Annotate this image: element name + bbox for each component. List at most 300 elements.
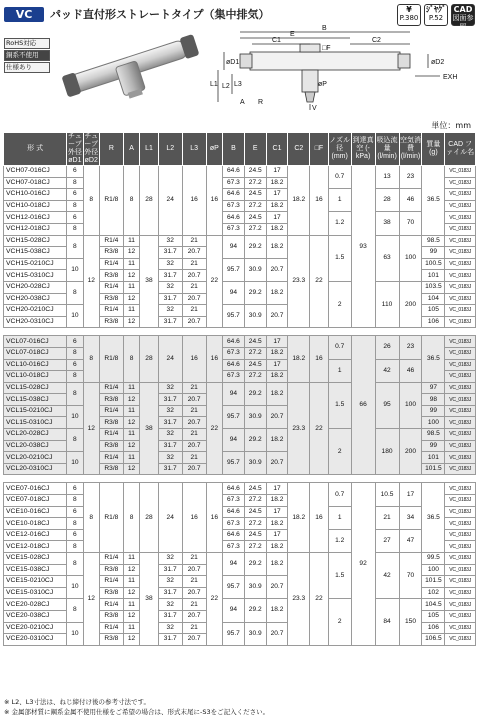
column-header: チューブ外径 øD2 bbox=[84, 133, 99, 164]
dim-a: 11 bbox=[123, 599, 139, 611]
dim-e: 27.2 bbox=[244, 347, 266, 359]
dim-l2: 31.7 bbox=[158, 564, 182, 576]
mass: 101 bbox=[422, 270, 445, 282]
dim-b: 67.3 bbox=[223, 200, 245, 212]
dim-l2: 32 bbox=[158, 452, 182, 464]
cad-file: VC_0183J bbox=[445, 634, 476, 646]
dim-l3: L3 bbox=[234, 81, 242, 88]
model-code: VCL20-0310CJ bbox=[4, 463, 67, 475]
price-icon-page: P.380 bbox=[399, 14, 419, 22]
nozzle-dia: 1 bbox=[328, 189, 351, 212]
column-header: øP bbox=[206, 133, 222, 166]
model-code: VCE12-016CJ bbox=[4, 529, 67, 541]
model-code: VCL15-0310CJ bbox=[4, 417, 67, 429]
model-code: VCH10-016CJ bbox=[4, 189, 67, 201]
mass: 101.5 bbox=[422, 576, 445, 588]
dim-l2: 31.7 bbox=[158, 587, 182, 599]
dim-e: 27.2 bbox=[244, 177, 266, 189]
cad-file: VC_0183J bbox=[445, 200, 476, 212]
air-consumption: 70 bbox=[399, 553, 422, 599]
cad-file: VC_0183J bbox=[445, 463, 476, 475]
dim-f: 22 bbox=[310, 235, 329, 328]
dim-c2: 23.3 bbox=[288, 235, 310, 328]
table-header bbox=[4, 133, 476, 166]
dim-l2: 32 bbox=[158, 258, 182, 270]
cad-file: VC_0183J bbox=[445, 576, 476, 588]
port-r: R3/8 bbox=[99, 394, 123, 406]
suction-flow: 21 bbox=[375, 506, 399, 529]
dim-c2: 18.2 bbox=[288, 483, 310, 553]
nozzle-dia: 2 bbox=[328, 281, 351, 327]
cad-icon-sub: 図面参照 bbox=[452, 14, 474, 31]
dim-l3: 16 bbox=[182, 483, 206, 553]
dim-l2: 31.7 bbox=[158, 293, 182, 305]
dim-e: 29.2 bbox=[244, 599, 266, 622]
table-row bbox=[4, 166, 476, 178]
port-r: R3/8 bbox=[99, 463, 123, 475]
tube-d1: 10 bbox=[67, 452, 83, 475]
tube-d1: 8 bbox=[67, 382, 83, 405]
suction-flow: 63 bbox=[375, 235, 399, 281]
mass: 97 bbox=[422, 382, 445, 394]
suction-flow: 10.5 bbox=[375, 483, 399, 506]
column-header: L3 bbox=[182, 133, 206, 166]
cad-file: VC_0183J bbox=[445, 541, 476, 553]
dim-l2: 32 bbox=[158, 281, 182, 293]
dim-b: 64.6 bbox=[223, 483, 245, 495]
port-r: R3/8 bbox=[99, 293, 123, 305]
tube-d1: 6 bbox=[67, 212, 83, 224]
dim-b: 94 bbox=[223, 382, 245, 405]
mass: 101.5 bbox=[422, 463, 445, 475]
model-code: VCL10-016CJ bbox=[4, 359, 67, 371]
dim-e: 27.2 bbox=[244, 200, 266, 212]
model-code: VCL15-038CJ bbox=[4, 394, 67, 406]
cad-file: VC_0183J bbox=[445, 553, 476, 565]
tube-d1: 10 bbox=[67, 622, 83, 645]
dim-b: 94 bbox=[223, 235, 245, 258]
tube-d1: 10 bbox=[67, 405, 83, 428]
dim-l3: 21 bbox=[182, 382, 206, 394]
dim-l3: 20.7 bbox=[182, 634, 206, 646]
dim-c1: 17 bbox=[266, 483, 288, 495]
dim-l3: 20.7 bbox=[182, 417, 206, 429]
model-code: VCL07-016CJ bbox=[4, 336, 67, 348]
dim-b: 95.7 bbox=[223, 452, 245, 475]
cad-file: VC_0183J bbox=[445, 371, 476, 383]
nozzle-dia: 0.7 bbox=[328, 336, 351, 359]
tube-d1: 8 bbox=[67, 495, 83, 507]
tube-d1: 8 bbox=[67, 177, 83, 189]
table-row bbox=[4, 429, 476, 441]
model-code: VCH12-016CJ bbox=[4, 212, 67, 224]
model-code: VCE12-018CJ bbox=[4, 541, 67, 553]
model-code: VCL20-028CJ bbox=[4, 429, 67, 441]
dim-a: 12 bbox=[123, 634, 139, 646]
table-row bbox=[4, 189, 476, 201]
tube-d1: 8 bbox=[67, 518, 83, 530]
dim-c1: 18.2 bbox=[266, 223, 288, 235]
dim-a: 8 bbox=[123, 166, 139, 236]
dim-c1: 20.7 bbox=[266, 576, 288, 599]
model-code: VCE10-018CJ bbox=[4, 518, 67, 530]
nozzle-dia: 0.7 bbox=[328, 483, 351, 506]
dim-c1: 18.2 bbox=[266, 281, 288, 304]
tube-d1: 8 bbox=[67, 429, 83, 452]
dim-l3: 20.7 bbox=[182, 247, 206, 259]
mass: 36.5 bbox=[422, 166, 445, 236]
model-code: VCH10-018CJ bbox=[4, 200, 67, 212]
port-r: R1/4 bbox=[99, 305, 123, 317]
mass: 102 bbox=[422, 587, 445, 599]
dim-l2: 31.7 bbox=[158, 270, 182, 282]
dim-a: 11 bbox=[123, 235, 139, 247]
dim-a: 12 bbox=[123, 417, 139, 429]
dim-l2: 32 bbox=[158, 235, 182, 247]
mass: 104.5 bbox=[422, 599, 445, 611]
column-header: □F bbox=[310, 133, 329, 166]
dim-e: 27.2 bbox=[244, 541, 266, 553]
model-code: VCL20-0210CJ bbox=[4, 452, 67, 464]
header-icons bbox=[397, 4, 475, 31]
dim-a: 11 bbox=[123, 382, 139, 394]
dim-e: 27.2 bbox=[244, 223, 266, 235]
model-code: VCE10-016CJ bbox=[4, 506, 67, 518]
suction-flow: 42 bbox=[375, 553, 399, 599]
dim-c1: 18.2 bbox=[266, 235, 288, 258]
dim-l2: 31.7 bbox=[158, 417, 182, 429]
dim-a: 12 bbox=[123, 610, 139, 622]
port-r: R3/8 bbox=[99, 270, 123, 282]
tube-d1: 8 bbox=[67, 347, 83, 359]
dim-c2: C2 bbox=[372, 37, 381, 44]
cad-file: VC_0183J bbox=[445, 189, 476, 201]
jig-icon-label: ｼﾞﾔｸﾞ bbox=[426, 5, 446, 14]
model-code: VCL15-0210CJ bbox=[4, 405, 67, 417]
dim-l2: 31.7 bbox=[158, 316, 182, 328]
dim-b: 67.3 bbox=[223, 371, 245, 383]
dim-l3: 20.7 bbox=[182, 394, 206, 406]
dim-a: 12 bbox=[123, 564, 139, 576]
port-r: R1/4 bbox=[99, 405, 123, 417]
dim-l2: 32 bbox=[158, 576, 182, 588]
model-code: VCL15-028CJ bbox=[4, 382, 67, 394]
dim-f: □F bbox=[322, 45, 331, 52]
air-consumption: 17 bbox=[399, 483, 422, 506]
dim-c1: 17 bbox=[266, 166, 288, 178]
mass: 106 bbox=[422, 316, 445, 328]
air-consumption: 34 bbox=[399, 506, 422, 529]
cad-file: VC_0183J bbox=[445, 223, 476, 235]
port-r: R1/4 bbox=[99, 452, 123, 464]
nozzle-dia: 2 bbox=[328, 429, 351, 475]
dim-c1: 18.2 bbox=[266, 518, 288, 530]
tube-d2: 12 bbox=[83, 382, 99, 475]
model-code: VCL20-038CJ bbox=[4, 440, 67, 452]
mass: 99 bbox=[422, 247, 445, 259]
copper-free-tag: 銅系不使用 bbox=[4, 50, 50, 61]
dim-b: 94 bbox=[223, 429, 245, 452]
dim-a: 11 bbox=[123, 452, 139, 464]
dim-c1: 18.2 bbox=[266, 382, 288, 405]
cad-file: VC_0183J bbox=[445, 270, 476, 282]
dim-f: 16 bbox=[310, 336, 329, 382]
dim-a: 11 bbox=[123, 281, 139, 293]
dim-l3: 21 bbox=[182, 622, 206, 634]
dim-a: 11 bbox=[123, 429, 139, 441]
dim-c1: 17 bbox=[266, 336, 288, 348]
column-header: 吸込流量 (l/min) bbox=[375, 133, 399, 166]
mass: 106.5 bbox=[422, 634, 445, 646]
dim-a: 12 bbox=[123, 463, 139, 475]
port-r: R1/8 bbox=[99, 166, 123, 236]
dim-e: 24.5 bbox=[244, 529, 266, 541]
column-header: E bbox=[244, 133, 266, 166]
mass: 36.5 bbox=[422, 336, 445, 382]
dim-l1: 28 bbox=[140, 483, 159, 553]
cad-file: VC_0183J bbox=[445, 212, 476, 224]
model-code: VCH15-028CJ bbox=[4, 235, 67, 247]
port-r: R3/8 bbox=[99, 247, 123, 259]
dim-l2: 32 bbox=[158, 429, 182, 441]
air-consumption: 70 bbox=[399, 212, 422, 235]
dim-a: 12 bbox=[123, 440, 139, 452]
port-r: R3/8 bbox=[99, 564, 123, 576]
tube-d1: 8 bbox=[67, 553, 83, 576]
vacuum-level: 66 bbox=[351, 336, 375, 475]
port-r: R3/8 bbox=[99, 440, 123, 452]
tube-d1: 6 bbox=[67, 529, 83, 541]
dim-l2: 32 bbox=[158, 382, 182, 394]
port-r: R3/8 bbox=[99, 316, 123, 328]
mass: 100 bbox=[422, 417, 445, 429]
dim-c1: 20.7 bbox=[266, 452, 288, 475]
port-r: R1/4 bbox=[99, 281, 123, 293]
tube-d1: 6 bbox=[67, 189, 83, 201]
cad-file: VC_0183J bbox=[445, 336, 476, 348]
price-icon[interactable] bbox=[397, 4, 421, 26]
column-header: ノズル径 (mm) bbox=[328, 133, 351, 166]
table-row bbox=[4, 336, 476, 348]
dim-l2: 24 bbox=[158, 483, 182, 553]
dim-l3: 21 bbox=[182, 258, 206, 270]
dim-a: 12 bbox=[123, 270, 139, 282]
port-r: R1/8 bbox=[99, 483, 123, 553]
dim-l3: 21 bbox=[182, 452, 206, 464]
column-header: R bbox=[99, 133, 123, 166]
dim-e: 24.5 bbox=[244, 483, 266, 495]
dim-l3: 21 bbox=[182, 553, 206, 565]
column-header: C2 bbox=[288, 133, 310, 166]
mass: 36.5 bbox=[422, 483, 445, 553]
dim-l1: 38 bbox=[140, 553, 159, 646]
table-row bbox=[4, 359, 476, 371]
model-code: VCE15-038CJ bbox=[4, 564, 67, 576]
dim-b: 64.6 bbox=[223, 529, 245, 541]
jig-icon[interactable] bbox=[424, 4, 448, 26]
dim-p: 16 bbox=[206, 166, 222, 236]
mass: 100.5 bbox=[422, 258, 445, 270]
dim-l3: 21 bbox=[182, 235, 206, 247]
model-code: VCL10-018CJ bbox=[4, 371, 67, 383]
model-code: VCH20-038CJ bbox=[4, 293, 67, 305]
dim-l3: 20.7 bbox=[182, 463, 206, 475]
dim-b: 64.6 bbox=[223, 506, 245, 518]
rohs-tag: RoHS対応 bbox=[4, 38, 50, 49]
cad-file: VC_0183J bbox=[445, 305, 476, 317]
dim-e: 24.5 bbox=[244, 359, 266, 371]
dim-c1: 20.7 bbox=[266, 622, 288, 645]
dim-a: 11 bbox=[123, 405, 139, 417]
suction-flow: 27 bbox=[375, 529, 399, 552]
dim-c1: 18.2 bbox=[266, 541, 288, 553]
dim-l2: 32 bbox=[158, 553, 182, 565]
dim-a: 8 bbox=[123, 483, 139, 553]
dim-e: 29.2 bbox=[244, 382, 266, 405]
product-photo bbox=[58, 32, 208, 102]
dim-l1: 28 bbox=[140, 166, 159, 236]
dim-l3: 21 bbox=[182, 576, 206, 588]
dim-c1: 18.2 bbox=[266, 429, 288, 452]
dim-e: 24.5 bbox=[244, 212, 266, 224]
air-consumption: 100 bbox=[399, 382, 422, 428]
air-consumption: 100 bbox=[399, 235, 422, 281]
dim-b: 95.7 bbox=[223, 405, 245, 428]
dim-l3: 20.7 bbox=[182, 293, 206, 305]
dim-e: 30.9 bbox=[244, 576, 266, 599]
column-header: 空気消費 (l/min) bbox=[399, 133, 422, 166]
group-spacer bbox=[4, 475, 476, 483]
dim-b: 67.3 bbox=[223, 495, 245, 507]
mass: 105 bbox=[422, 610, 445, 622]
cad-file: VC_0183J bbox=[445, 293, 476, 305]
dim-e: 30.9 bbox=[244, 452, 266, 475]
dim-b: 95.7 bbox=[223, 622, 245, 645]
cad-file: VC_0183J bbox=[445, 506, 476, 518]
spec-table bbox=[3, 132, 476, 646]
table-row bbox=[4, 281, 476, 293]
mass: 106 bbox=[422, 622, 445, 634]
mass: 101 bbox=[422, 452, 445, 464]
port-r: R1/4 bbox=[99, 382, 123, 394]
dim-b: 94 bbox=[223, 599, 245, 622]
cad-file: VC_0183J bbox=[445, 316, 476, 328]
nozzle-dia: 1.2 bbox=[328, 212, 351, 235]
dim-c1: 17 bbox=[266, 189, 288, 201]
spacer-cell bbox=[4, 328, 476, 336]
dim-p: 22 bbox=[206, 235, 222, 328]
dim-p: 22 bbox=[206, 382, 222, 475]
dimension-drawing bbox=[210, 24, 475, 112]
air-consumption: 200 bbox=[399, 429, 422, 475]
suction-flow: 84 bbox=[375, 599, 399, 645]
dim-f: 22 bbox=[310, 382, 329, 475]
cad-file: VC_0183J bbox=[445, 281, 476, 293]
dim-e: 24.5 bbox=[244, 336, 266, 348]
tube-d1: 8 bbox=[67, 200, 83, 212]
mass: 98 bbox=[422, 394, 445, 406]
tube-d1: 10 bbox=[67, 576, 83, 599]
cad-file: VC_0183J bbox=[445, 394, 476, 406]
port-r: R1/4 bbox=[99, 553, 123, 565]
dim-l2: 32 bbox=[158, 622, 182, 634]
column-header: 形 式 bbox=[4, 133, 67, 166]
cad-icon[interactable] bbox=[451, 4, 475, 31]
dim-l3: 20.7 bbox=[182, 316, 206, 328]
dim-c1: 18.2 bbox=[266, 599, 288, 622]
dim-a: 11 bbox=[123, 305, 139, 317]
dim-c1: 20.7 bbox=[266, 305, 288, 328]
tube-d1: 8 bbox=[67, 281, 83, 304]
dim-a: 11 bbox=[123, 576, 139, 588]
model-code: VCE20-0210CJ bbox=[4, 622, 67, 634]
dim-l2: 24 bbox=[158, 336, 182, 382]
cad-file: VC_0183J bbox=[445, 177, 476, 189]
dim-c1: 20.7 bbox=[266, 258, 288, 281]
table-row bbox=[4, 382, 476, 394]
dim-l2: 31.7 bbox=[158, 247, 182, 259]
port-r: R1/4 bbox=[99, 429, 123, 441]
mass: 99.5 bbox=[422, 553, 445, 565]
column-header: A bbox=[123, 133, 139, 166]
dim-e: 30.9 bbox=[244, 305, 266, 328]
dim-c2: 18.2 bbox=[288, 166, 310, 236]
dim-l1: 38 bbox=[140, 382, 159, 475]
dim-l3: 21 bbox=[182, 405, 206, 417]
column-header: 質量 (g) bbox=[422, 133, 445, 166]
footnotes bbox=[4, 697, 269, 717]
dim-b: B bbox=[322, 25, 327, 32]
dim-b: 64.6 bbox=[223, 166, 245, 178]
nozzle-dia: 1 bbox=[328, 506, 351, 529]
dim-e: 29.2 bbox=[244, 235, 266, 258]
dim-l3: 20.7 bbox=[182, 587, 206, 599]
cad-file: VC_0183J bbox=[445, 417, 476, 429]
dim-l3: 20.7 bbox=[182, 564, 206, 576]
unit-label-main: 単位：mm bbox=[431, 121, 471, 130]
model-code: VCE07-018CJ bbox=[4, 495, 67, 507]
dim-f: 22 bbox=[310, 553, 329, 646]
dim-p: 16 bbox=[206, 483, 222, 553]
cad-file: VC_0183J bbox=[445, 440, 476, 452]
dim-b: 94 bbox=[223, 553, 245, 576]
nozzle-dia: 2 bbox=[328, 599, 351, 645]
air-consumption: 150 bbox=[399, 599, 422, 645]
dim-b: 95.7 bbox=[223, 576, 245, 599]
tube-d1: 6 bbox=[67, 506, 83, 518]
dim-c2: 23.3 bbox=[288, 382, 310, 475]
cad-file: VC_0183J bbox=[445, 483, 476, 495]
cad-file: VC_0183J bbox=[445, 518, 476, 530]
cad-file: VC_0183J bbox=[445, 599, 476, 611]
tube-d1: 8 bbox=[67, 235, 83, 258]
dim-f: 16 bbox=[310, 166, 329, 236]
air-consumption: 200 bbox=[399, 281, 422, 327]
dim-b: 67.3 bbox=[223, 223, 245, 235]
page-header bbox=[0, 0, 479, 112]
dim-b: 64.6 bbox=[223, 359, 245, 371]
suction-flow: 180 bbox=[375, 429, 399, 475]
dim-c1: 17 bbox=[266, 506, 288, 518]
footnote-2: ※ 金属部材質に鋼系金属不使用仕様をご希望の場合は、形式末尾に-S3をご記入ください。 bbox=[4, 708, 270, 716]
dim-e: 29.2 bbox=[244, 429, 266, 452]
cad-file: VC_0183J bbox=[445, 529, 476, 541]
suction-flow: 13 bbox=[375, 166, 399, 189]
model-code: VCE15-028CJ bbox=[4, 553, 67, 565]
dim-r: R bbox=[258, 99, 264, 106]
tube-d2: 12 bbox=[83, 553, 99, 646]
port-r: R3/8 bbox=[99, 587, 123, 599]
